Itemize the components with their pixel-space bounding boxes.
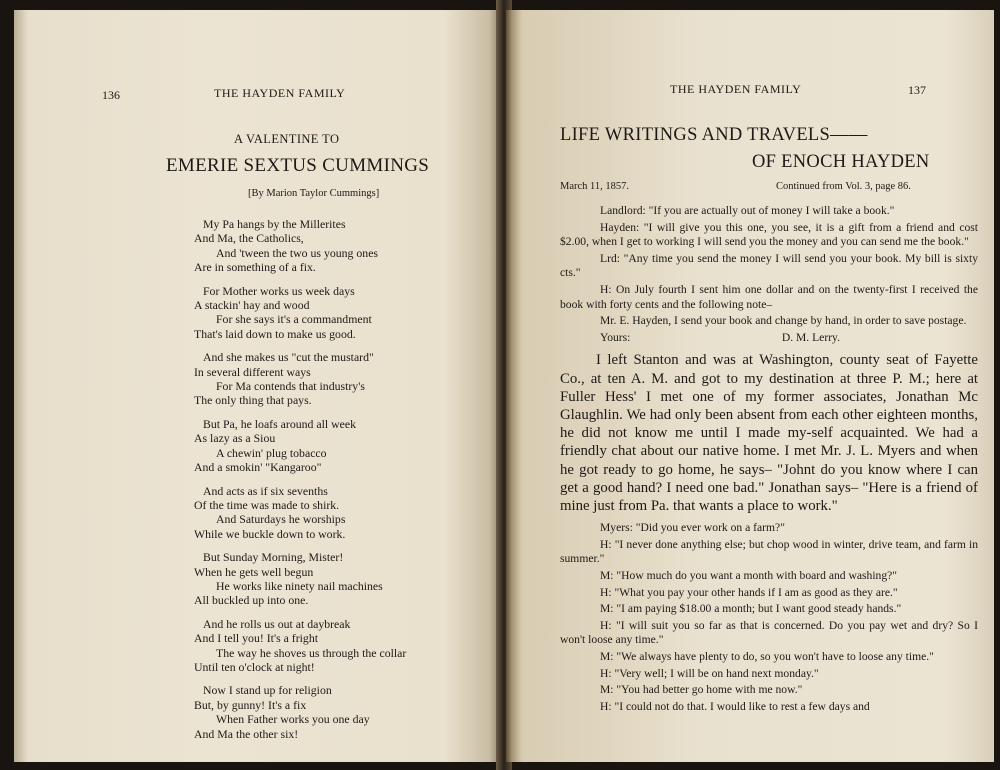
poem-stanza xyxy=(194,417,406,475)
dialogue-paragraph: M: "How much do you want a month with board and washing?" xyxy=(600,568,898,582)
dialogue-block-1 xyxy=(560,204,978,329)
poem-line: Are in something of a fix. xyxy=(194,260,316,275)
poem-line: For Mother works us week days xyxy=(203,283,355,298)
poem-line: And I tell you! It's a fright xyxy=(194,631,318,646)
dialogue-paragraph: Hayden: "I will give you this one, you see, it is a gift from a friend and cost $2.00, when I get to working I will send you the money and you can send me the book." xyxy=(560,220,978,249)
poem-line: That's laid down to make us good. xyxy=(194,326,356,341)
poem-line: Until ten o'clock at night! xyxy=(194,659,315,674)
dialogue-paragraph: Landlord: "If you are actually out of money I will take a book." xyxy=(600,204,895,217)
poem-line: And Ma the other six! xyxy=(194,726,299,741)
narrative-text: I left Stanton and was at Washington, county seat of Fayette Co., at ten A. M. and got to my destination at three P. M.; here at Fuller Hess' I met one of my former associates, Jonathan Mc Glaughlin. We had only been absent from each other eighteen months, he did not know me until I made my-self acquainted. We had a friendly chat about our native home. I met Mr. J. L. Myers and when he got ready to go home, he says– "Johnt do you know where I can get a good hand? I need one bad." Jonathan says– "Here is a friend of mine just from Pa. that wants a place to work." xyxy=(560,352,978,514)
poem-stanza xyxy=(194,284,406,342)
page-number: 136 xyxy=(102,88,120,102)
article-date: March 11, 1857. xyxy=(560,181,630,192)
running-head: THE HAYDEN FAMILY xyxy=(214,86,346,100)
poem-line: The way he shoves us through the collar xyxy=(216,645,407,660)
dialogue-paragraph: H: "I never done anything else; but chop wood in winter, drive team, and farm in summer." xyxy=(560,537,978,566)
poem-stanza xyxy=(194,683,406,741)
dialogue-paragraph: M: "We always have plenty to do, so you won't have to loose any time." xyxy=(600,649,934,663)
poem-line: While we buckle down to work. xyxy=(194,526,346,541)
dialogue-paragraph: H: "I will suit you so far as that is concerned. Do you pay wet and dry? So I won't loose any time." xyxy=(560,618,978,647)
poem-stanza xyxy=(194,217,406,275)
poem-line: And Ma, the Catholics, xyxy=(194,231,304,246)
poem-line: My Pa hangs by the Millerites xyxy=(203,217,346,231)
poem-line: When he gets well begun xyxy=(194,564,314,579)
poem-body xyxy=(194,217,406,750)
poem-line: When Father works you one day xyxy=(216,712,370,727)
poem-line: And a smokin' "Kangaroo" xyxy=(194,460,322,475)
poem-line: A stackin' hay and wood xyxy=(194,298,310,313)
poem-line: And he rolls us out at daybreak xyxy=(203,616,351,631)
article-body xyxy=(560,204,978,716)
page-number: 137 xyxy=(908,83,926,97)
poem-line: As lazy as a Siou xyxy=(194,431,276,446)
left-page xyxy=(14,10,504,762)
poem-title-line1: A VALENTINE TO xyxy=(234,132,340,146)
poem-line: And 'tween the two us young ones xyxy=(216,245,379,260)
poem-line: But Pa, he loafs around all week xyxy=(203,416,356,431)
running-head: THE HAYDEN FAMILY xyxy=(670,82,802,96)
poem-line: For she says it's a commandment xyxy=(216,312,372,327)
poem-title-line2: EMERIE SEXTUS CUMMINGS xyxy=(166,155,430,176)
article-title-line1: LIFE WRITINGS AND TRAVELS—— xyxy=(560,125,868,145)
poem-stanza xyxy=(194,550,406,608)
poem-byline: [By Marion Taylor Cummings] xyxy=(248,188,380,199)
dialogue-paragraph: H: "I could not do that. I would like to rest a few days and xyxy=(600,699,870,713)
poem-line: He works like ninety nail machines xyxy=(216,578,383,593)
poem-line: And Saturdays he worships xyxy=(216,512,346,527)
poem-line: For Ma contends that industry's xyxy=(216,379,365,394)
signoff-yours: Yours: xyxy=(600,330,631,344)
dialogue-paragraph: H: On July fourth I sent him one dollar and on the twenty-first I received the book with forty cents and the following note– xyxy=(560,282,978,311)
dialogue-paragraph: Mr. E. Hayden, I send your book and change by hand, in order to save postage. xyxy=(600,314,967,328)
poem-line: The only thing that pays. xyxy=(194,393,312,408)
right-page xyxy=(506,10,994,762)
dialogue-block-2 xyxy=(560,521,978,714)
poem-line: All buckled up into one. xyxy=(194,593,309,608)
dialogue-paragraph: M: "You had better go home with me now." xyxy=(600,683,803,697)
dialogue-paragraph: H: "Very well; I will be on hand next monday." xyxy=(600,666,819,680)
signoff-name: D. M. Lerry. xyxy=(781,330,840,344)
poem-stanza xyxy=(194,484,406,542)
poem-line: A chewin' plug tobacco xyxy=(216,445,327,460)
poem-stanza xyxy=(194,350,406,408)
poem-line: Now I stand up for religion xyxy=(203,683,332,698)
poem-line: But Sunday Morning, Mister! xyxy=(203,550,344,565)
poem-line: And acts as if six sevenths xyxy=(203,483,328,498)
dialogue-paragraph: M: "I am paying $18.00 a month; but I want good steady hands." xyxy=(600,602,902,616)
narrative-paragraph xyxy=(560,351,978,515)
dialogue-paragraph: Lrd: "Any time you send the money I will send you your book. My bill is sixty cts." xyxy=(560,251,978,280)
dialogue-paragraph: Myers: "Did you ever work on a farm?" xyxy=(600,521,785,535)
article-title-line2: OF ENOCH HAYDEN xyxy=(752,152,930,172)
poem-stanza xyxy=(194,617,406,675)
continued-note: Continued from Vol. 3, page 86. xyxy=(776,181,911,192)
poem-line: And she makes us "cut the mustard" xyxy=(203,350,374,365)
signoff xyxy=(560,331,978,346)
poem-line: In several different ways xyxy=(194,364,311,379)
poem-line: Of the time was made to shirk. xyxy=(194,497,340,512)
poem-line: But, by gunny! It's a fix xyxy=(194,697,307,712)
dialogue-paragraph: H: "What you pay your other hands if I am as good as they are." xyxy=(600,585,898,599)
